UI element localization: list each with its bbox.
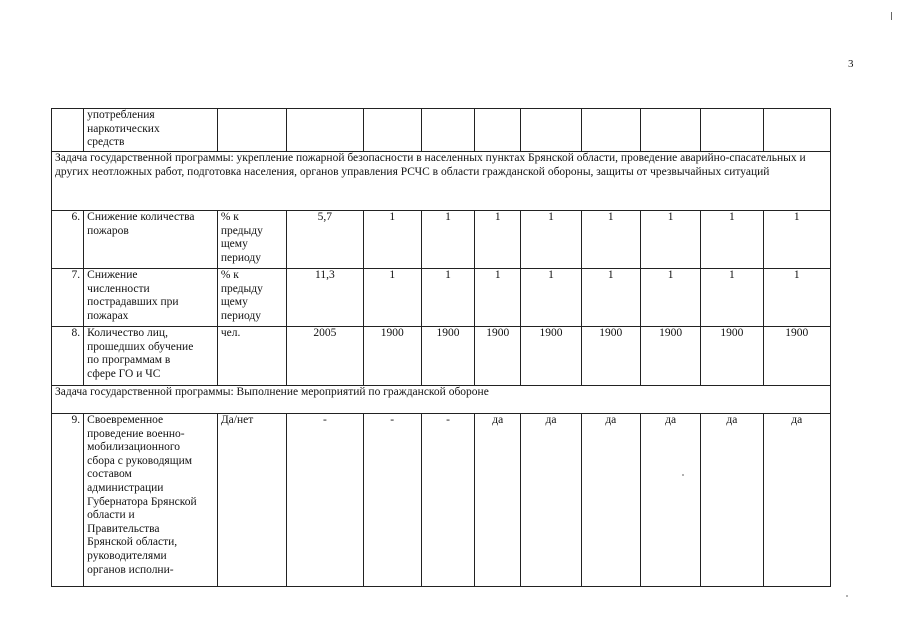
value-cell: 1900 — [475, 327, 521, 386]
value-cell: да — [701, 414, 763, 587]
value-cell: да — [581, 414, 640, 587]
row-number: 7. — [52, 269, 84, 327]
unit-cell — [217, 109, 286, 152]
value-cell: 1 — [421, 211, 474, 269]
value-cell: - — [287, 414, 363, 587]
value-cell — [475, 109, 521, 152]
unit: % к предыду щему периоду — [217, 211, 286, 269]
task-row — [52, 386, 831, 414]
value-cell — [287, 109, 363, 152]
value-cell — [640, 109, 700, 152]
value-cell: 1900 — [640, 327, 700, 386]
value-cell: 1 — [363, 269, 421, 327]
value-cell: 1 — [701, 269, 763, 327]
indicator-name: Снижение численности пострадавших при пожарах — [84, 269, 218, 327]
value-cell — [581, 109, 640, 152]
row-number-cell — [52, 109, 84, 152]
indicators-table — [51, 108, 831, 587]
value-cell: 1900 — [701, 327, 763, 386]
value-cell: 2005 — [287, 327, 363, 386]
value-cell: 1 — [763, 269, 830, 327]
value-cell: 1 — [363, 211, 421, 269]
value-cell: 1 — [421, 269, 474, 327]
value-cell — [521, 109, 581, 152]
value-cell — [363, 109, 421, 152]
value-cell: да — [763, 414, 830, 587]
indicator-name-cell: употребления наркотических средств — [84, 109, 218, 152]
table-row — [52, 269, 831, 327]
value-cell — [701, 109, 763, 152]
table-row — [52, 414, 831, 587]
value-cell: 1900 — [581, 327, 640, 386]
value-cell: 1 — [581, 269, 640, 327]
scan-edge-mark — [891, 12, 892, 20]
value-cell: 1 — [763, 211, 830, 269]
value-cell — [421, 109, 474, 152]
value-cell: 1900 — [363, 327, 421, 386]
unit: % к предыду щему периоду — [217, 269, 286, 327]
row-number: 6. — [52, 211, 84, 269]
value-cell: да — [640, 414, 700, 587]
indicator-name: Снижение количества пожаров — [84, 211, 218, 269]
value-cell: 1900 — [421, 327, 474, 386]
task-heading: Задача государственной программы: укрепление пожарной безопасности в населенных пунктах Брянской области, проведение аварийно-спасательных и других неотложных работ, подготовка населения, органов управления РСЧС в области гражданской обороны, защиты от чрезвычайных ситуаций — [52, 152, 831, 211]
scan-speck — [846, 595, 848, 597]
task-row — [52, 152, 831, 211]
indicator-name: Количество лиц, прошедших обучение по программам в сфере ГО и ЧС — [84, 327, 218, 386]
table-row-continuation — [52, 109, 831, 152]
value-cell: 1 — [475, 269, 521, 327]
task-heading: Задача государственной программы: Выполнение мероприятий по гражданской обороне — [52, 386, 831, 414]
page-number: 3 — [848, 58, 854, 70]
value-cell: да — [475, 414, 521, 587]
unit: Да/нет — [217, 414, 286, 587]
value-cell: 1 — [475, 211, 521, 269]
value-cell: - — [421, 414, 474, 587]
value-cell: 1900 — [521, 327, 581, 386]
row-number: 9. — [52, 414, 84, 587]
value-cell: 1900 — [763, 327, 830, 386]
value-cell: 1 — [521, 269, 581, 327]
indicator-name: Своевременное проведение военно- мобилизационного сбора с руководящим составом администрации Губернатора Брянской области и Правительства Брянской области, руководителями органов исполни- — [84, 414, 218, 587]
value-cell: 1 — [640, 211, 700, 269]
value-cell: да — [521, 414, 581, 587]
table-row — [52, 211, 831, 269]
value-cell: 5,7 — [287, 211, 363, 269]
row-number: 8. — [52, 327, 84, 386]
value-cell: 11,3 — [287, 269, 363, 327]
unit: чел. — [217, 327, 286, 386]
value-cell: 1 — [640, 269, 700, 327]
value-cell — [763, 109, 830, 152]
value-cell: 1 — [701, 211, 763, 269]
value-cell: - — [363, 414, 421, 587]
table-row — [52, 327, 831, 386]
value-cell: 1 — [521, 211, 581, 269]
value-cell: 1 — [581, 211, 640, 269]
